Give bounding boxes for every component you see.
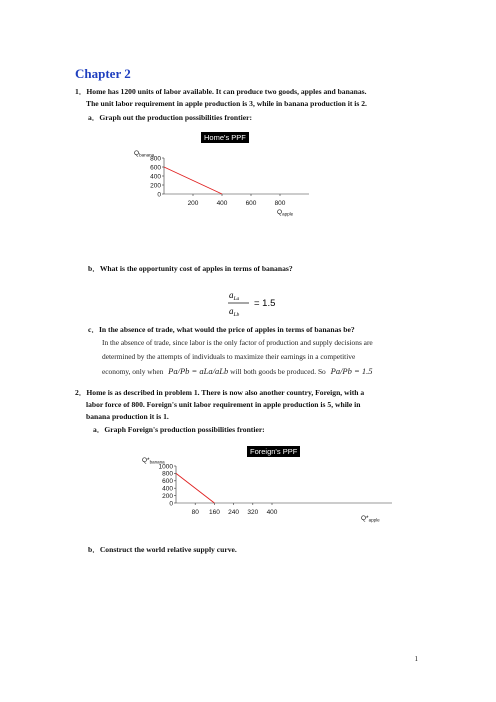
q2-line2: labor force of 800. Foreign's unit labor requirement in apple production is 5, while in <box>86 400 361 409</box>
q2b-prompt: b．Construct the world relative supply curve. <box>88 545 237 554</box>
formula-numerator: $a_{La}$ <box>229 290 240 302</box>
q1-line1: 1．Home has 1200 units of labor available. It can produce two goods, apples and bananas. <box>75 87 367 96</box>
foreign-ytick-label: 1000 <box>158 463 173 471</box>
home-ytick-label: 800 <box>150 155 161 163</box>
q1c-answer-line1: In the absence of trade, since labor is the only factor of production and supply decisions are <box>102 338 373 347</box>
foreign-ylabel: $Q*_{banana}$ <box>142 457 165 465</box>
formula-denominator: $a_{Lb}$ <box>229 306 240 318</box>
home-ppf-line <box>164 167 222 194</box>
q1a-prompt: a．Graph out the production possibilities frontier: <box>88 113 253 122</box>
price-ratio-result: Pa/Pb = 1.5 <box>330 366 373 376</box>
price-ratio-equation: Pa/Pb = aLa/aLb <box>168 366 229 376</box>
foreign-xtick-label: 320 <box>247 509 259 516</box>
home-xtick-label: 400 <box>216 200 228 207</box>
home-ylabel: $Q_{banana}$ <box>134 150 155 158</box>
opportunity-cost-formula <box>225 288 295 320</box>
q2-line3: banana production it is 1. <box>86 412 169 421</box>
foreign-xtick-label: 240 <box>228 509 240 516</box>
foreign-ytick-label: 0 <box>169 500 173 508</box>
home-chart-title: Home's PPF <box>201 132 249 143</box>
answer-text-b: will both goods be produced. So <box>230 367 326 376</box>
foreign-xtick-label: 80 <box>191 509 199 516</box>
foreign-ytick-label: 800 <box>162 470 173 478</box>
formula-result: = 1.5 <box>254 298 276 309</box>
home-ytick-label: 0 <box>157 191 161 199</box>
home-xtick-label: 600 <box>245 200 257 207</box>
q1-line2: The unit labor requirement in apple production is 3, while in banana production it is 2. <box>86 99 367 108</box>
foreign-ytick-label: 600 <box>162 478 173 486</box>
foreign-xlabel: $Q*_{apple}$ <box>361 515 380 523</box>
foreign-ppf-line <box>176 473 214 503</box>
q1c-prompt: c．In the absence of trade, what would the price of apples in terms of bananas be? <box>88 325 355 334</box>
foreign-xtick-label: 400 <box>266 509 278 516</box>
home-xtick-label: 800 <box>274 200 286 207</box>
chapter-title: Chapter 2 <box>75 66 131 81</box>
home-ppf-chart <box>120 146 320 218</box>
home-ytick-label: 200 <box>150 182 161 190</box>
q1c-answer-line2: determined by the attempts of individuals to maximize their earnings in a competitive <box>102 352 356 361</box>
q1b-prompt: b．What is the opportunity cost of apples in terms of bananas? <box>88 264 293 273</box>
answer-text-a: economy, only when <box>102 367 164 376</box>
foreign-ytick-label: 400 <box>162 485 173 493</box>
home-ytick-label: 400 <box>150 173 161 181</box>
foreign-xtick-label: 160 <box>208 509 220 516</box>
q2a-prompt: a．Graph Foreign's production possibilities frontier: <box>93 425 265 434</box>
foreign-ytick-label: 200 <box>162 492 173 500</box>
home-ytick-label: 600 <box>150 164 161 172</box>
home-xtick-label: 200 <box>187 200 199 207</box>
home-xlabel: $Q_{apple}$ <box>277 209 294 217</box>
q2-line1: 2．Home is as described in problem 1. There is now also another country, Foreign, with a <box>75 388 365 397</box>
foreign-ppf-chart <box>140 455 410 535</box>
foreign-chart-title: Foreign's PPF <box>247 446 300 457</box>
q1c-answer-line3 <box>102 366 372 378</box>
page-number: 1 <box>414 655 418 663</box>
